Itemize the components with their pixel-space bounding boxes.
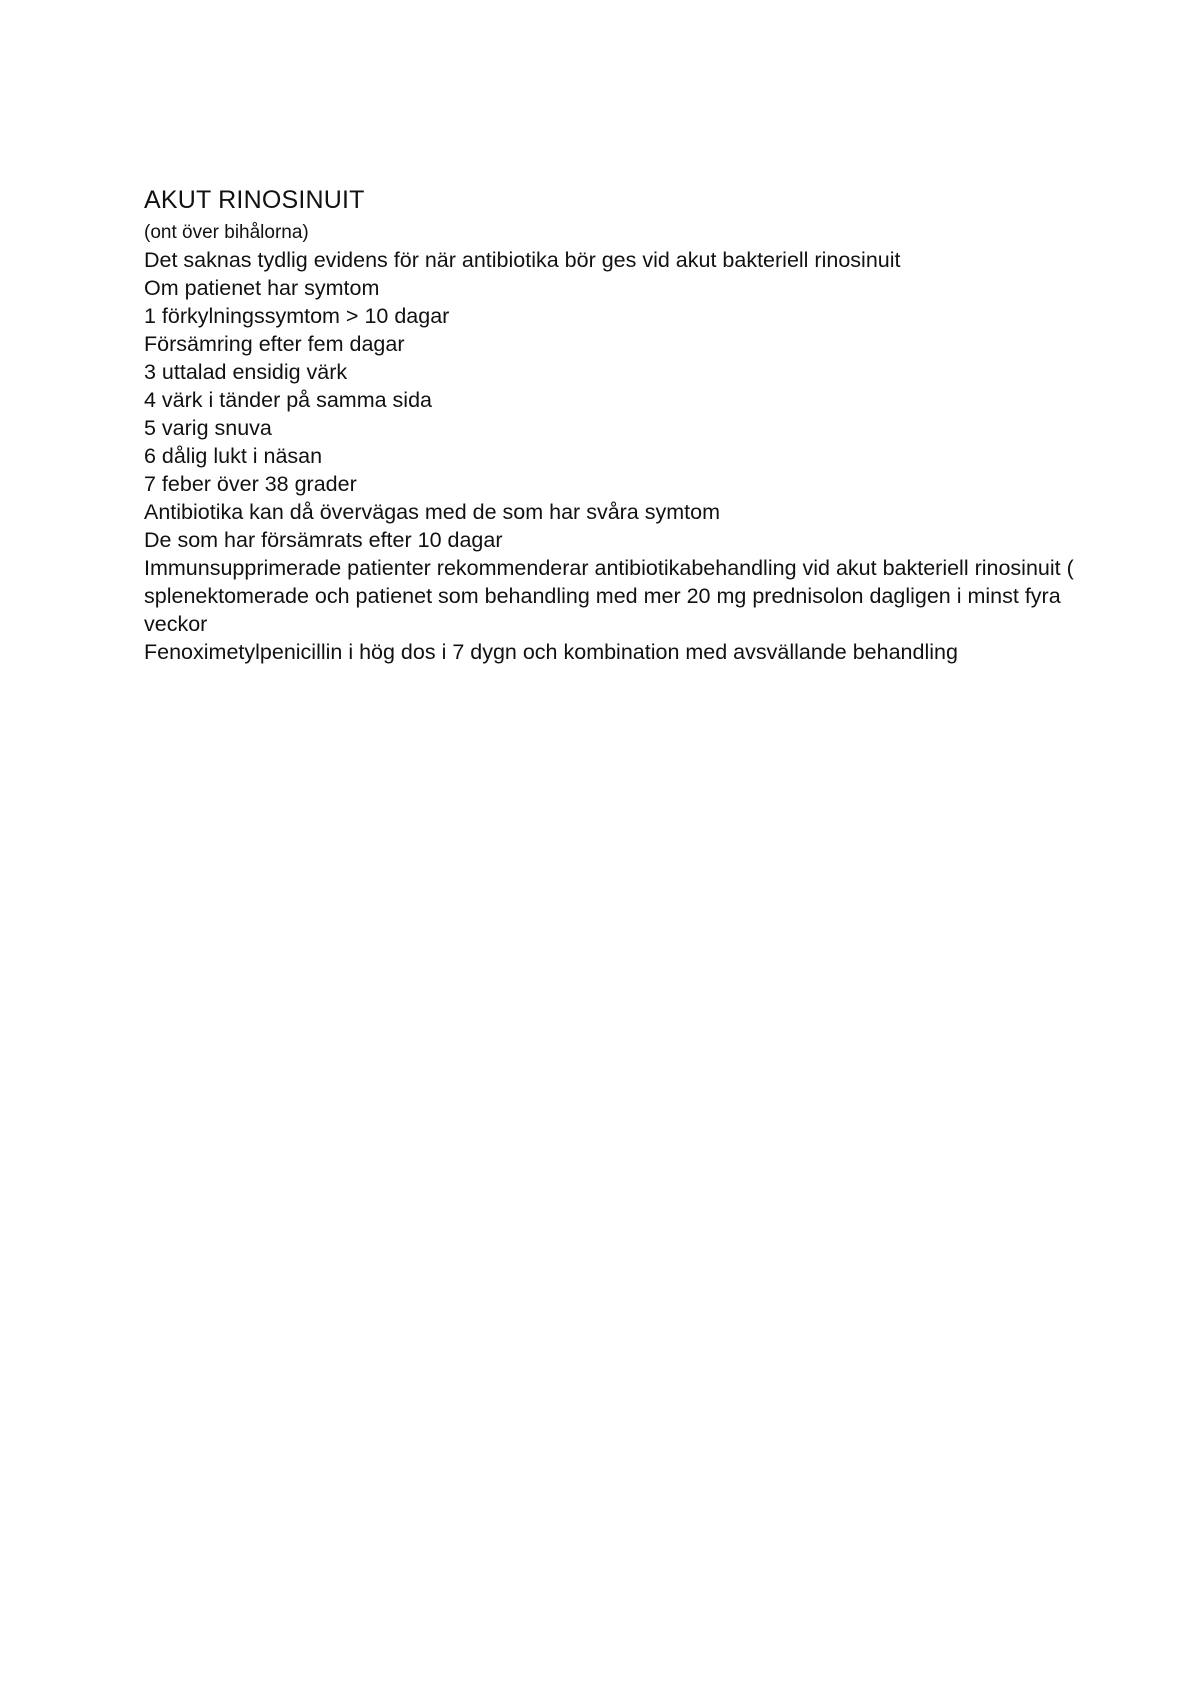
- text-line: Försämring efter fem dagar: [144, 332, 405, 356]
- document-body: [144, 184, 1084, 666]
- text-line: 7 feber över 38 grader: [144, 472, 357, 496]
- text-line: 4 värk i tänder på samma sida: [144, 388, 432, 412]
- text-line: 3 uttalad ensidig värk: [144, 360, 348, 384]
- text-line: Antibiotika kan då övervägas med de som har svåra symtom: [144, 500, 720, 524]
- text-line: De som har försämrats efter 10 dagar: [144, 528, 503, 552]
- text-line: 6 dålig lukt i näsan: [144, 444, 323, 468]
- document-title: AKUT RINOSINUIT: [144, 186, 365, 214]
- text-line: 5 varig snuva: [144, 416, 272, 440]
- text-line: Det saknas tydlig evidens för när antibiotika bör ges vid akut bakteriell rinosinuit: [144, 248, 901, 272]
- document-subtitle: (ont över bihålorna): [144, 222, 309, 243]
- text-paragraph: Fenoximetylpenicillin i hög dos i 7 dygn och kombination med avsvällande behandling: [144, 640, 958, 664]
- text-line: 1 förkylningssymtom > 10 dagar: [144, 304, 450, 328]
- text-paragraph: Immunsupprimerade patienter rekommenderar antibiotikabehandling vid akut bakteriell rinosinuit ( splenektomerade och patienet som behandling med mer 20 mg prednisolon dagligen i minst fyra veckor: [144, 556, 1074, 636]
- text-line: Om patienet har symtom: [144, 276, 380, 300]
